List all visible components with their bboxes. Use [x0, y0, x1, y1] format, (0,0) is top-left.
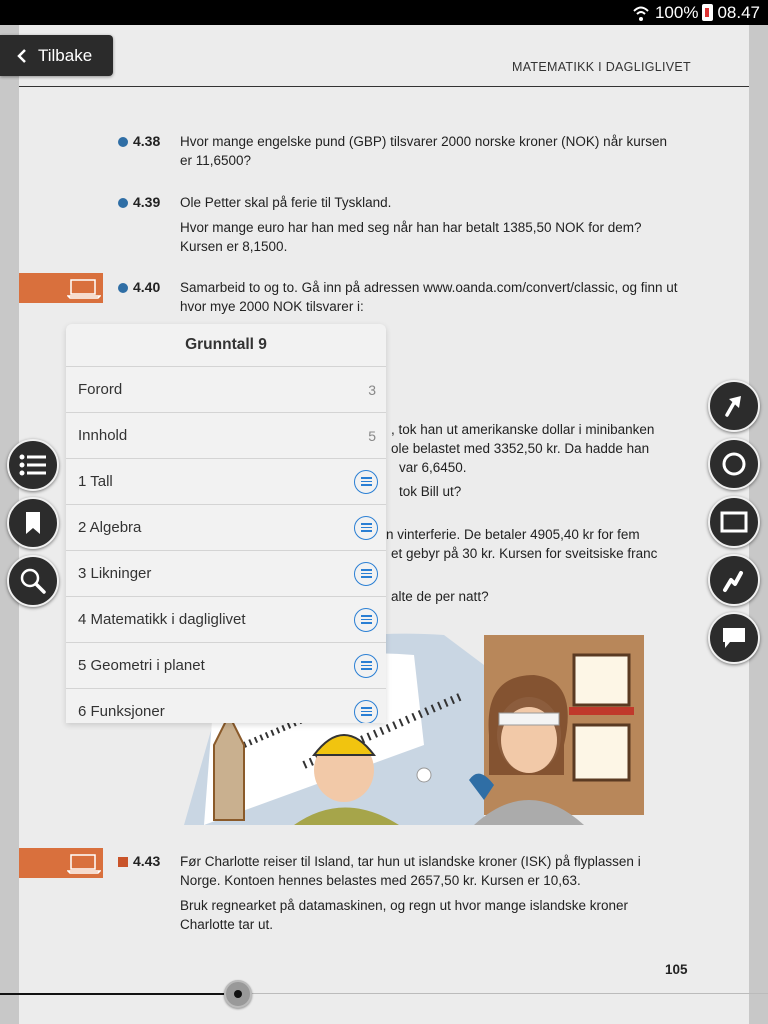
partial-line: ole belastet med 3352,50 kr. Da hadde han: [391, 441, 650, 456]
toc-item-label: Forord: [78, 381, 123, 398]
page-header: [19, 25, 749, 87]
toc-title: Grunntall 9: [66, 324, 386, 367]
toc-item-chapter-3[interactable]: [66, 551, 386, 597]
task-number: 4.43: [133, 853, 161, 869]
task-text: Ole Petter skal på ferie til Tyskland.: [180, 195, 392, 210]
task-number: 4.40: [133, 279, 161, 295]
expand-list-icon[interactable]: [354, 516, 378, 540]
chapter-title: MATEMATIKK I DAGLIGLIVET: [512, 60, 691, 74]
partial-line: alte de per natt?: [391, 589, 489, 604]
task-bullet: [118, 137, 128, 147]
expand-list-icon[interactable]: [354, 608, 378, 632]
toc-item-label: 2 Algebra: [78, 519, 142, 536]
task-bullet: [118, 198, 128, 208]
page-scrubber-track[interactable]: [238, 993, 768, 994]
circle-tool-button[interactable]: [708, 438, 760, 490]
table-of-contents-popup: [66, 324, 386, 723]
toc-item-label: 4 Matematikk i dagliglivet: [78, 611, 246, 628]
arrow-tool-button[interactable]: [708, 380, 760, 432]
page-scrubber-progress: [0, 993, 238, 995]
status-bar: [0, 0, 768, 25]
partial-line: tok Bill ut?: [399, 484, 462, 499]
back-button[interactable]: [0, 35, 113, 76]
task-text: Hvor mange engelske pund (GBP) tilsvarer 2000 norske kroner (NOK) når kursen er 11,6500?: [180, 134, 667, 168]
clock: 08.47: [717, 2, 760, 22]
toc-item-innhold[interactable]: [66, 413, 386, 459]
toc-item-chapter-1[interactable]: [66, 459, 386, 505]
search-icon: [19, 567, 47, 595]
table-of-contents-button[interactable]: [7, 439, 59, 491]
arrow-icon: [721, 393, 747, 419]
toc-item-label: 1 Tall: [78, 473, 113, 490]
expand-list-icon[interactable]: [354, 470, 378, 494]
toc-item-page: 3: [368, 381, 376, 398]
battery-percent: 100%: [654, 2, 699, 22]
toc-item-chapter-4[interactable]: [66, 597, 386, 643]
circle-icon: [720, 450, 748, 478]
laptop-icon: [67, 278, 101, 300]
search-button[interactable]: [7, 555, 59, 607]
task-bullet: [118, 857, 128, 867]
toc-item-label: 6 Funksjoner: [78, 703, 165, 720]
partial-line: var 6,6450.: [399, 460, 467, 475]
rectangle-icon: [720, 511, 748, 533]
computer-task-tab: [19, 273, 103, 303]
battery-icon: [702, 4, 713, 21]
bookmark-button[interactable]: [7, 497, 59, 549]
rectangle-tool-button[interactable]: [708, 496, 760, 548]
expand-list-icon[interactable]: [354, 654, 378, 678]
task-text: Samarbeid to og to. Gå inn på adressen www.oanda.com/convert/classic, og finn ut hvor mye 2000 NOK tilsvarer i:: [180, 280, 678, 314]
bookmark-icon: [24, 511, 42, 535]
expand-list-icon[interactable]: [354, 700, 378, 724]
toc-item-chapter-6[interactable]: [66, 689, 386, 723]
toc-item-forord[interactable]: [66, 367, 386, 413]
laptop-icon: [67, 853, 101, 875]
task-text: Bruk regnearket på datamaskinen, og regn ut hvor mange islandske kroner Charlotte tar ut.: [180, 898, 629, 932]
toc-item-label: Innhold: [78, 427, 128, 444]
back-button-label: Tilbake: [38, 45, 93, 65]
page-number: 105: [665, 962, 688, 977]
task-number: 4.39: [133, 194, 161, 210]
expand-list-icon[interactable]: [354, 562, 378, 586]
task-number: 4.38: [133, 133, 161, 149]
computer-task-tab: [19, 848, 103, 878]
toc-item-label: 3 Likninger: [78, 565, 152, 582]
list-icon: [18, 453, 48, 477]
task-text: Før Charlotte reiser til Island, tar hun ut islandske kroner (ISK) på flyplassen i Norge. Kontoen hennes belastes med 2657,50 kr. Kursen er 10,63.: [180, 854, 641, 888]
partial-line: et gebyr på 30 kr. Kursen for sveitsiske franc: [391, 546, 658, 561]
partial-line: n vinterferie. De betaler 4905,40 kr for fem: [386, 527, 640, 542]
freehand-icon: [720, 566, 748, 594]
toc-item-chapter-5[interactable]: [66, 643, 386, 689]
freehand-tool-button[interactable]: [708, 554, 760, 606]
page-scrubber-handle[interactable]: [224, 980, 252, 1008]
partial-line: , tok han ut amerikanske dollar i minibanken: [391, 422, 655, 437]
chevron-left-icon: [16, 48, 28, 64]
task-text: Hvor mange euro har han med seg når han har betalt 1385,50 NOK for dem? Kursen er 8,1500.: [180, 220, 642, 254]
task-bullet: [118, 283, 128, 293]
comment-icon: [720, 625, 748, 651]
toc-item-page: 5: [368, 427, 376, 444]
comment-tool-button[interactable]: [708, 612, 760, 664]
toc-item-chapter-2[interactable]: [66, 505, 386, 551]
wifi-icon: [631, 4, 651, 22]
toc-item-label: 5 Geometri i planet: [78, 657, 205, 674]
